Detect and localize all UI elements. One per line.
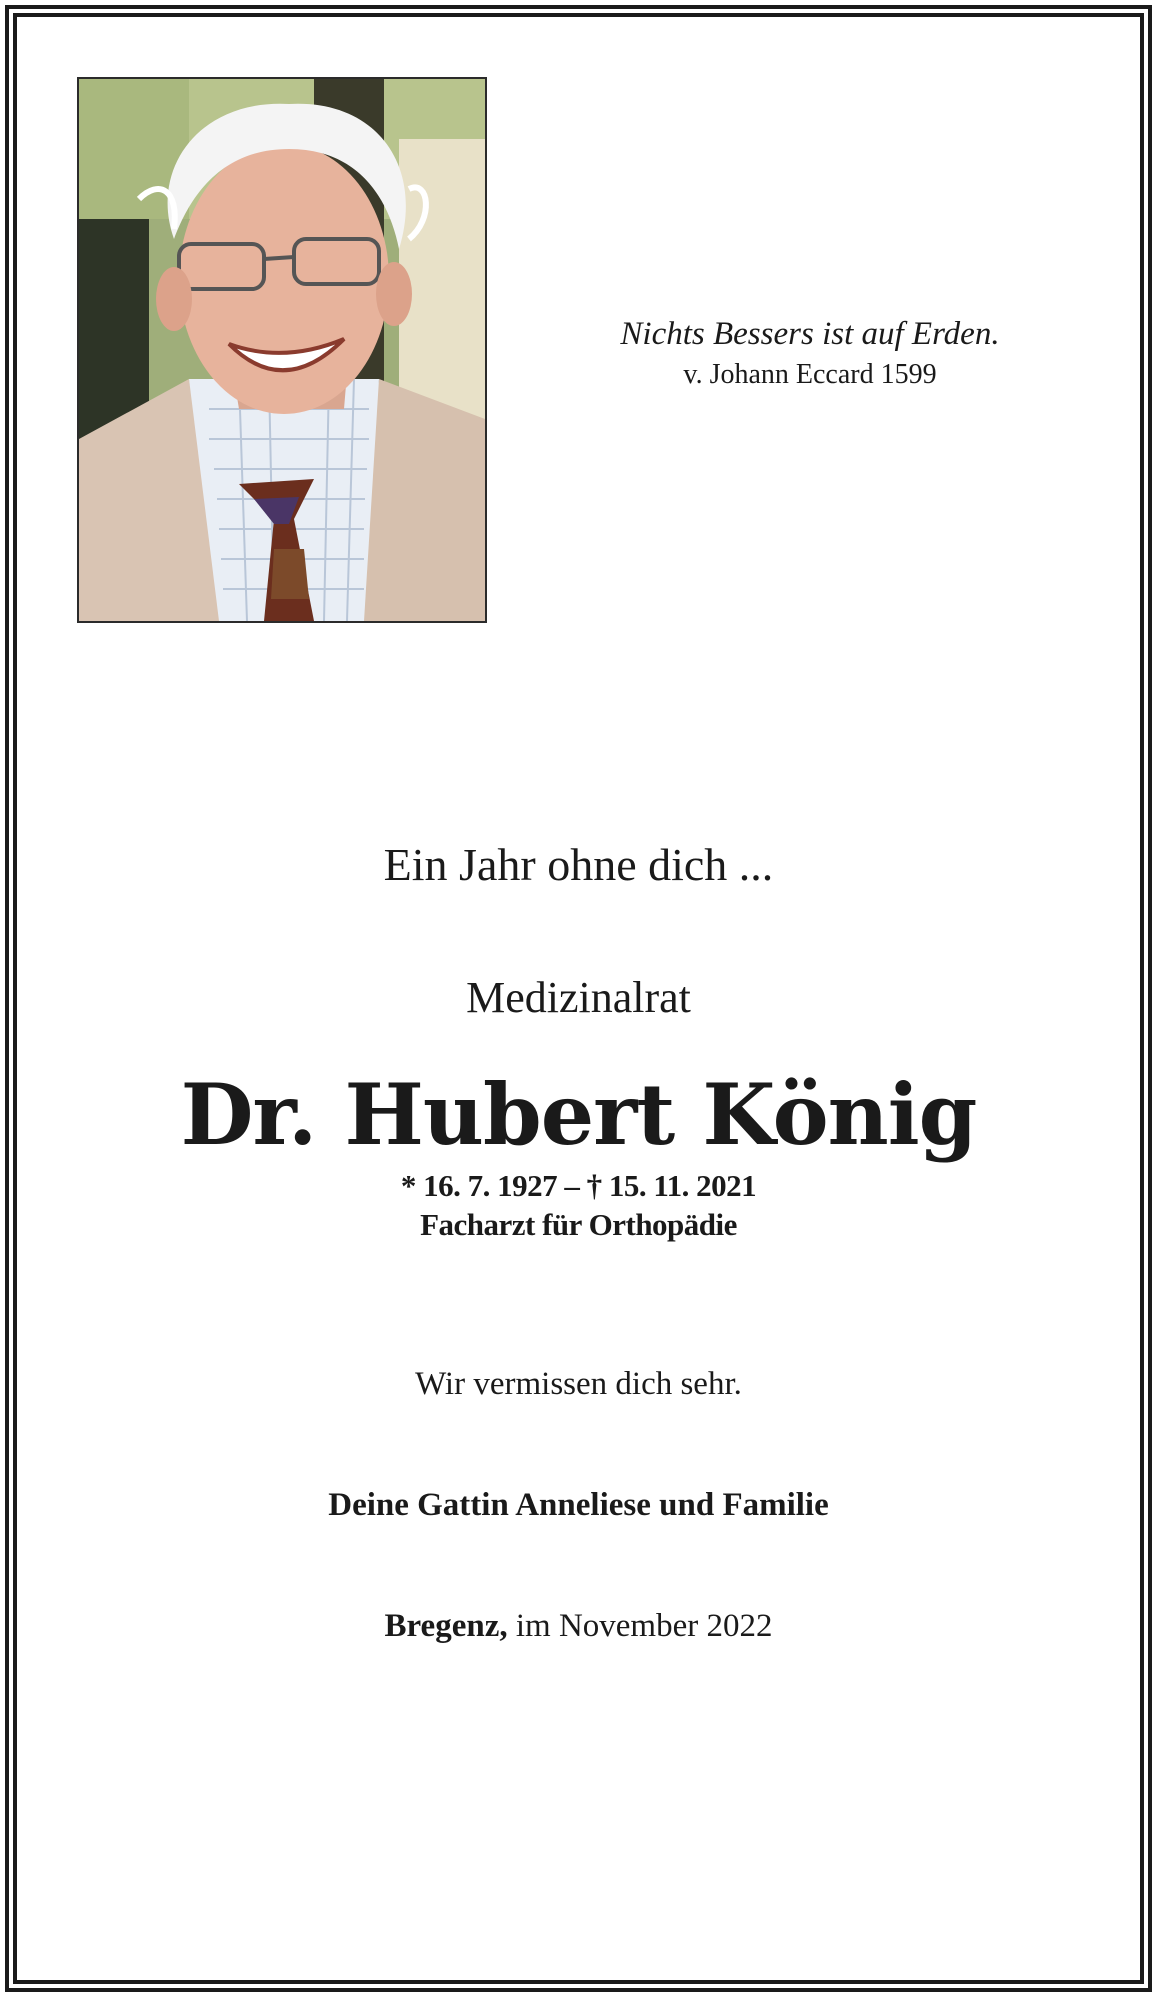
quote-block [560, 312, 1060, 394]
message-line: Wir vermissen dich sehr. [415, 1366, 742, 1402]
profession: Facharzt für Orthopädie [420, 1207, 737, 1242]
portrait-photo [77, 77, 487, 623]
life-dates: * 16. 7. 1927 – † 15. 11. 2021 [400, 1168, 757, 1203]
title-prefix: Medizinalrat [466, 973, 691, 1022]
place-date-line [0, 1604, 1157, 1648]
quote-author: v. Johann Eccard 1599 [683, 359, 937, 390]
family-signature: Deine Gattin Anneliese und Familie [328, 1487, 829, 1523]
intro-line: Ein Jahr ohne dich ... [383, 839, 774, 890]
quote-text: Nichts Bessers ist auf Erden. [620, 316, 1000, 352]
date-text: im November 2022 [507, 1608, 773, 1644]
place-name: Bregenz, [384, 1608, 508, 1644]
deceased-name: Dr. Hubert König [180, 1065, 977, 1164]
